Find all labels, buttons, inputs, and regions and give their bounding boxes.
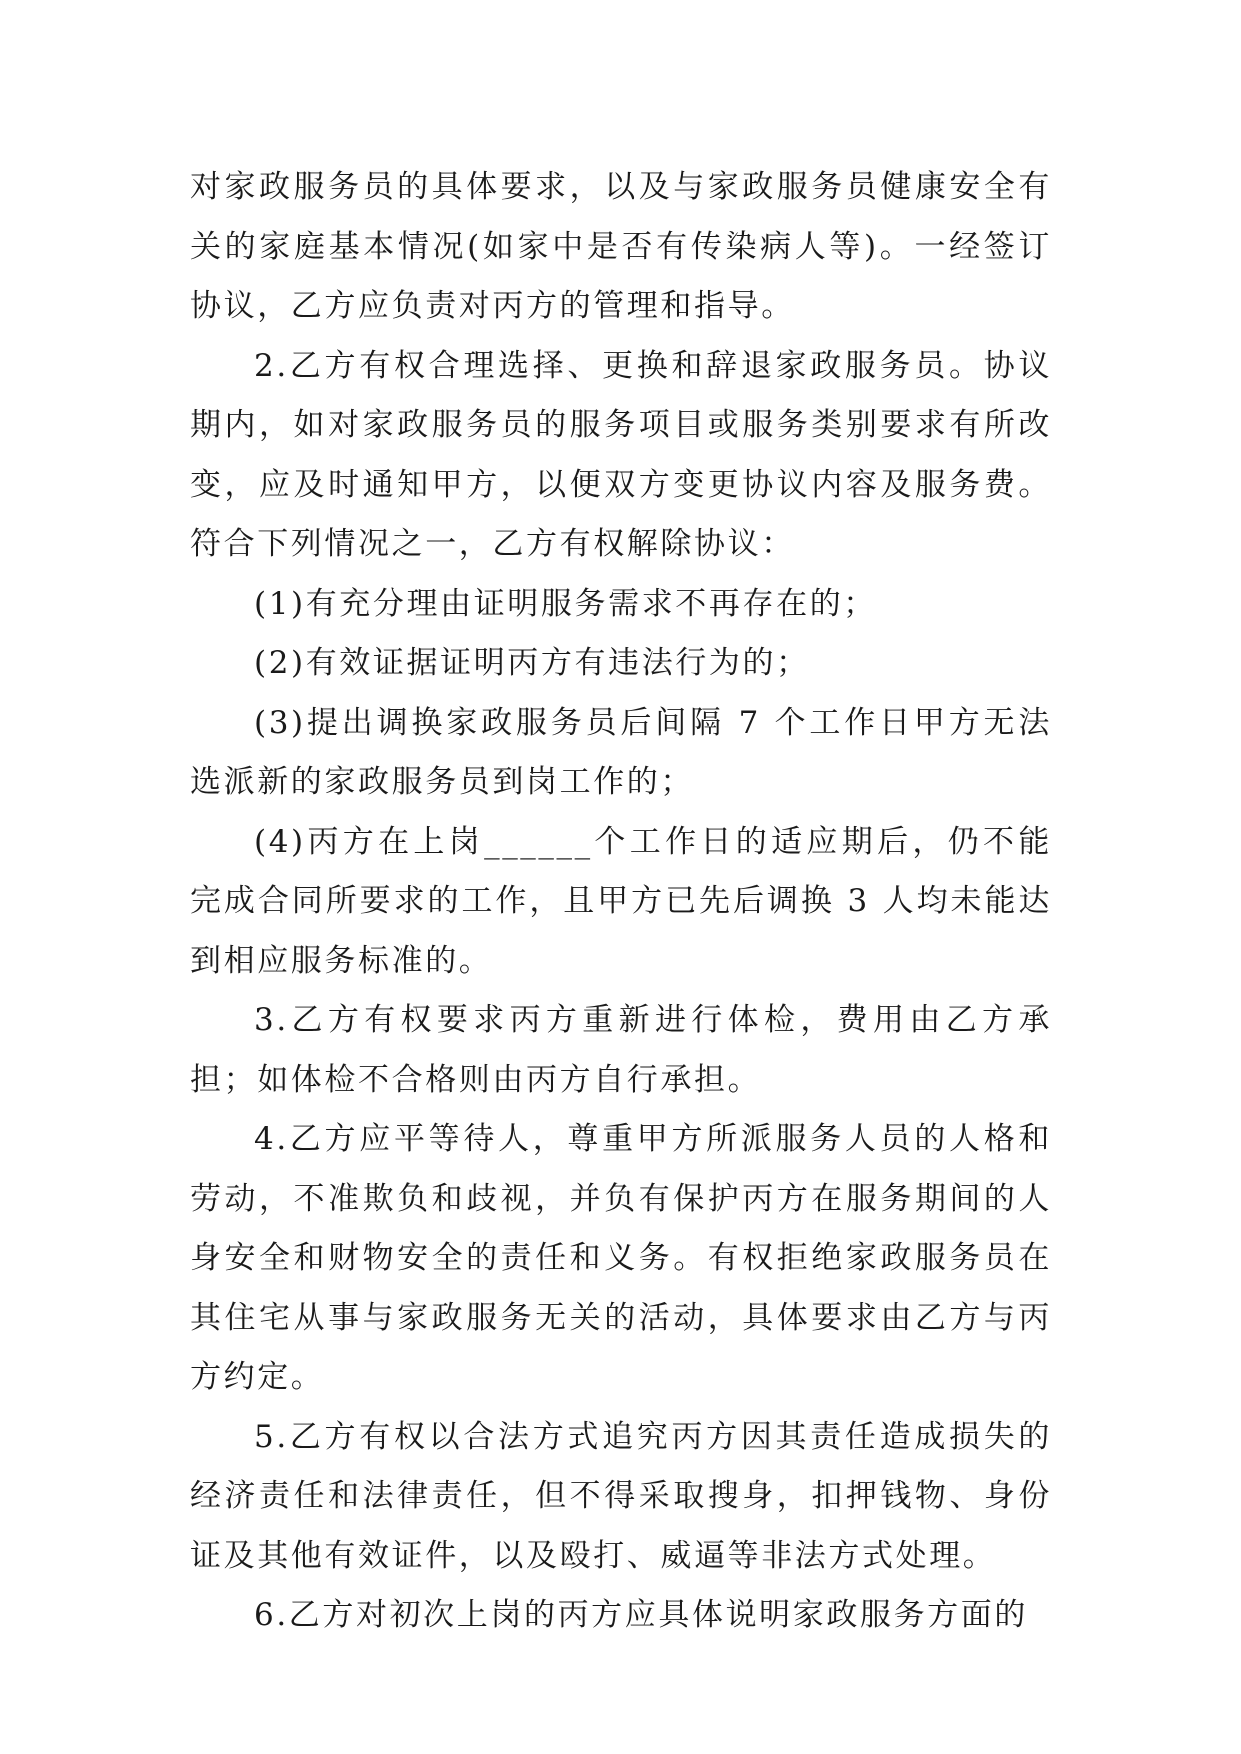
- paragraph-clause-6: 6.乙方对初次上岗的丙方应具体说明家政服务方面的: [254, 1597, 1028, 1633]
- paragraph-continued: 对家政服务员的具体要求，以及与家政服务员健康安全有关的家庭基本情况(如家中是否有传染病人等)。一经签订协议，乙方应负责对丙方的管理和指导。: [190, 169, 1052, 324]
- paragraph-clause-2-item-1: (1)有充分理由证明服务需求不再存在的；: [254, 585, 877, 622]
- paragraph-clause-2-item-3: (3)提出调换家政服务员后间隔 7 个工作日甲方无法选派新的家政服务员到岗工作的；: [190, 704, 1052, 800]
- document-body: [190, 158, 1052, 1646]
- paragraph-clause-3: 3.乙方有权要求丙方重新进行体检，费用由乙方承担；如体检不合格则由丙方自行承担。: [190, 1002, 1052, 1098]
- paragraph-clause-2-item-2: (2)有效证据证明丙方有违法行为的；: [254, 645, 810, 681]
- paragraph-clause-2-item-4: (4)丙方在上岗______个工作日的适应期后，仍不能完成合同所要求的工作，且甲方已先后调换 3 人均未能达到相应服务标准的。: [190, 823, 1052, 979]
- paragraph-clause-4: 4.乙方应平等待人，尊重甲方所派服务人员的人格和劳动，不准欺负和歧视，并负有保护丙方在服务期间的人身安全和财物安全的责任和义务。有权拒绝家政服务员在其住宅从事与家政服务无关的活动，具体要求由乙方与丙方约定。: [190, 1121, 1052, 1395]
- paragraph-clause-5: 5.乙方有权以合法方式追究丙方因其责任造成损失的经济责任和法律责任，但不得采取搜身，扣押钱物、身份证及其他有效证件，以及殴打、威逼等非法方式处理。: [190, 1418, 1052, 1574]
- paragraph-clause-2: 2.乙方有权合理选择、更换和辞退家政服务员。协议期内，如对家政服务员的服务项目或服务类别要求有所改变，应及时通知甲方，以便双方变更协议内容及服务费。符合下列情况之一，乙方有权解除协议：: [190, 347, 1052, 562]
